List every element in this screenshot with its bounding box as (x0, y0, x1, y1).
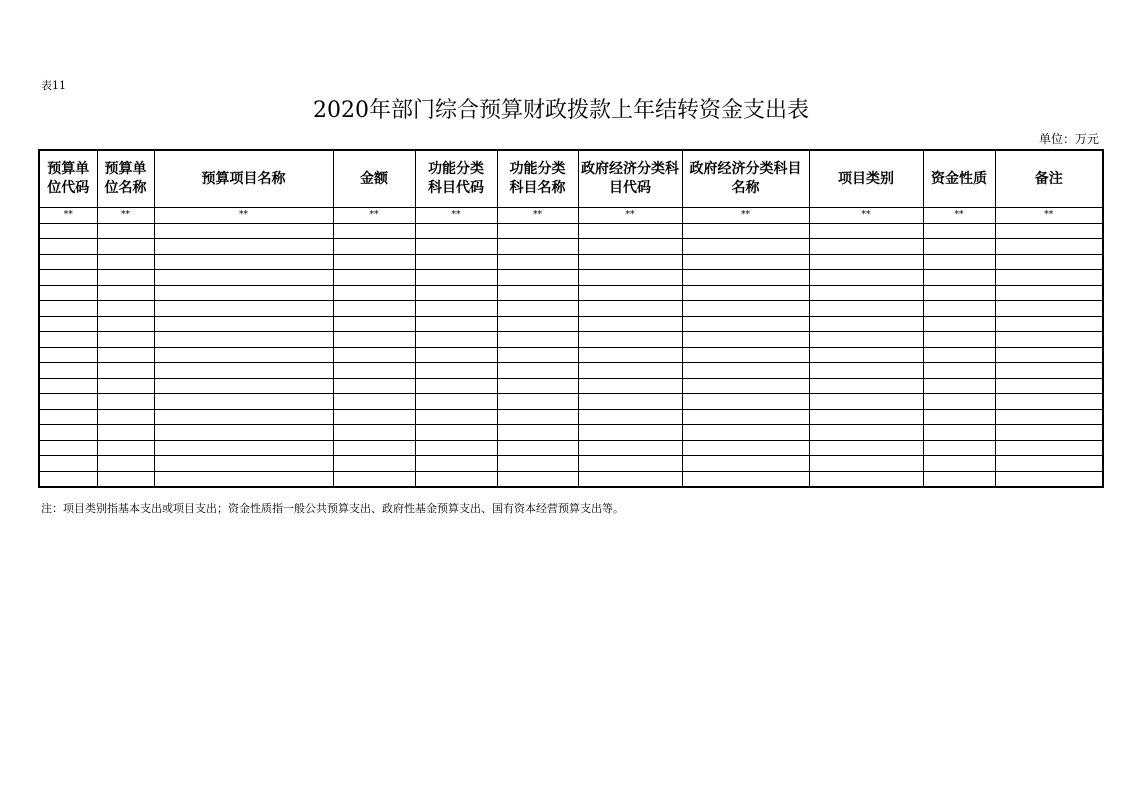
table-cell (923, 285, 995, 301)
table-cell (415, 332, 497, 348)
table-row (39, 409, 1103, 425)
table-cell (497, 347, 578, 363)
table-cell: ** (39, 208, 97, 224)
table-cell (97, 409, 154, 425)
table-cell (39, 409, 97, 425)
table-cell (97, 270, 154, 286)
table-cell (682, 332, 809, 348)
column-header: 预算单位代码 (39, 150, 97, 208)
table-cell: ** (333, 208, 415, 224)
table-row (39, 425, 1103, 441)
table-row (39, 378, 1103, 394)
table-cell (97, 301, 154, 317)
table-cell (578, 239, 682, 255)
table-cell (39, 223, 97, 239)
table-cell (682, 440, 809, 456)
column-header: 功能分类科目代码 (415, 150, 497, 208)
table-cell (39, 332, 97, 348)
table-cell (415, 440, 497, 456)
table-cell (333, 347, 415, 363)
table-cell (995, 456, 1103, 472)
table-cell: ** (809, 208, 923, 224)
table-cell (154, 471, 333, 487)
table-cell (497, 409, 578, 425)
table-cell (995, 285, 1103, 301)
table-cell: ** (497, 208, 578, 224)
table-cell (39, 316, 97, 332)
table-cell (415, 301, 497, 317)
table-cell (923, 471, 995, 487)
table-cell (578, 363, 682, 379)
table-row (39, 239, 1103, 255)
table-cell: ** (415, 208, 497, 224)
table-cell (39, 301, 97, 317)
table-cell (39, 394, 97, 410)
table-cell (995, 239, 1103, 255)
table-row (39, 285, 1103, 301)
table-cell (578, 440, 682, 456)
table-cell (578, 347, 682, 363)
table-cell (578, 378, 682, 394)
table-cell (497, 425, 578, 441)
table-cell (578, 316, 682, 332)
table-cell (154, 394, 333, 410)
table-cell (97, 254, 154, 270)
table-cell (333, 254, 415, 270)
table-cell (154, 456, 333, 472)
table-cell (578, 394, 682, 410)
table-cell (923, 425, 995, 441)
table-cell (97, 471, 154, 487)
table-cell (923, 456, 995, 472)
table-cell (809, 270, 923, 286)
table-cell (154, 409, 333, 425)
table-cell (923, 394, 995, 410)
table-cell: ** (154, 208, 333, 224)
table-cell (154, 285, 333, 301)
column-header: 功能分类科目名称 (497, 150, 578, 208)
table-cell (154, 440, 333, 456)
table-cell (333, 363, 415, 379)
table-cell (333, 409, 415, 425)
column-header: 资金性质 (923, 150, 995, 208)
unit-label: 单位：万元 (1038, 132, 1099, 146)
table-cell (809, 332, 923, 348)
column-header: 金额 (333, 150, 415, 208)
table-cell (333, 285, 415, 301)
table-cell (682, 409, 809, 425)
table-cell (497, 270, 578, 286)
table-row (39, 456, 1103, 472)
table-cell: ** (923, 208, 995, 224)
table-cell (809, 456, 923, 472)
table-cell (682, 254, 809, 270)
table-cell (809, 363, 923, 379)
column-header: 项目类别 (809, 150, 923, 208)
table-cell (995, 440, 1103, 456)
table-cell (923, 239, 995, 255)
table-row (39, 270, 1103, 286)
table-cell (923, 301, 995, 317)
table-cell (923, 378, 995, 394)
column-header: 政府经济分类科目代码 (578, 150, 682, 208)
table-cell: ** (995, 208, 1103, 224)
table-cell (497, 223, 578, 239)
table-cell (154, 347, 333, 363)
table-cell (39, 378, 97, 394)
table-cell (415, 425, 497, 441)
table-cell (97, 394, 154, 410)
table-cell (995, 471, 1103, 487)
table-cell (578, 223, 682, 239)
table-cell (923, 332, 995, 348)
table-cell (995, 347, 1103, 363)
table-cell (39, 456, 97, 472)
table-cell (97, 440, 154, 456)
table-cell (97, 456, 154, 472)
table-cell (39, 239, 97, 255)
table-cell (97, 285, 154, 301)
table-cell (333, 316, 415, 332)
table-cell (97, 332, 154, 348)
table-cell (333, 440, 415, 456)
table-cell (578, 285, 682, 301)
table-cell (809, 316, 923, 332)
table-row (39, 254, 1103, 270)
table-cell (39, 254, 97, 270)
table-cell (497, 301, 578, 317)
table-cell (39, 471, 97, 487)
table-cell (923, 316, 995, 332)
table-cell: ** (578, 208, 682, 224)
table-cell (923, 254, 995, 270)
table-cell (995, 332, 1103, 348)
table-row (39, 394, 1103, 410)
table-cell (154, 239, 333, 255)
table-row (39, 223, 1103, 239)
table-cell (995, 301, 1103, 317)
table-cell (682, 301, 809, 317)
table-cell (995, 254, 1103, 270)
table-cell (415, 316, 497, 332)
table-cell (809, 440, 923, 456)
table-cell (809, 409, 923, 425)
table-cell (97, 239, 154, 255)
table-cell (154, 270, 333, 286)
table-cell (415, 270, 497, 286)
table-cell (333, 270, 415, 286)
table-cell (415, 285, 497, 301)
table-cell (154, 363, 333, 379)
table-cell (154, 425, 333, 441)
table-cell (809, 285, 923, 301)
table-row (39, 347, 1103, 363)
table-cell (415, 456, 497, 472)
table-cell (39, 347, 97, 363)
table-cell (809, 425, 923, 441)
table-cell (154, 223, 333, 239)
table-cell (923, 270, 995, 286)
table-cell (39, 270, 97, 286)
table-cell (97, 223, 154, 239)
table-cell (995, 223, 1103, 239)
table-cell (809, 254, 923, 270)
table-cell (97, 316, 154, 332)
table-cell (995, 363, 1103, 379)
table-cell (809, 471, 923, 487)
table-cell (333, 301, 415, 317)
table-cell (923, 347, 995, 363)
table-cell (578, 332, 682, 348)
page-title: 2020年部门综合预算财政拨款上年结转资金支出表 (313, 98, 809, 123)
table-cell (333, 223, 415, 239)
table-cell (809, 378, 923, 394)
table-cell (154, 332, 333, 348)
table-cell (154, 254, 333, 270)
table-cell (497, 471, 578, 487)
table-cell (578, 254, 682, 270)
table-cell (809, 347, 923, 363)
table-cell (995, 378, 1103, 394)
table-cell (333, 425, 415, 441)
table-cell (39, 285, 97, 301)
table-cell (333, 456, 415, 472)
table-cell (415, 239, 497, 255)
table-cell (923, 440, 995, 456)
table-cell (154, 301, 333, 317)
table-cell (415, 394, 497, 410)
marker-row (39, 208, 1103, 224)
table-cell (154, 378, 333, 394)
table-cell (497, 363, 578, 379)
table-cell (578, 301, 682, 317)
table-cell (415, 223, 497, 239)
table-cell (578, 409, 682, 425)
table-cell (995, 270, 1103, 286)
table-cell (497, 254, 578, 270)
table-cell (682, 347, 809, 363)
table-cell (415, 363, 497, 379)
table-cell (682, 378, 809, 394)
table-cell (39, 363, 97, 379)
table-cell (415, 471, 497, 487)
table-cell (809, 301, 923, 317)
table-cell (97, 425, 154, 441)
column-header: 备注 (995, 150, 1103, 208)
table-cell (809, 223, 923, 239)
table-cell (578, 471, 682, 487)
table-cell (497, 239, 578, 255)
table-cell (682, 456, 809, 472)
table-cell (333, 332, 415, 348)
column-header: 预算项目名称 (154, 150, 333, 208)
column-header: 政府经济分类科目名称 (682, 150, 809, 208)
table-cell (39, 440, 97, 456)
table-cell (39, 425, 97, 441)
table-cell (682, 285, 809, 301)
table-cell (682, 223, 809, 239)
table-number: 表11 (41, 79, 66, 92)
table-row (39, 316, 1103, 332)
table-cell (682, 239, 809, 255)
table-cell (682, 316, 809, 332)
table-cell (809, 394, 923, 410)
table-row (39, 332, 1103, 348)
table-cell (995, 316, 1103, 332)
table-cell (809, 239, 923, 255)
table-cell (333, 394, 415, 410)
table-cell (995, 409, 1103, 425)
table-cell (497, 456, 578, 472)
expenditure-table (38, 149, 1104, 488)
column-header: 预算单位名称 (97, 150, 154, 208)
table-cell (97, 347, 154, 363)
table-cell (682, 394, 809, 410)
table-cell (497, 332, 578, 348)
header-row (39, 150, 1103, 208)
table-cell (578, 456, 682, 472)
table-cell (415, 254, 497, 270)
table-cell (415, 409, 497, 425)
table-cell (97, 378, 154, 394)
table-cell (682, 425, 809, 441)
table-cell (682, 363, 809, 379)
table-cell (995, 394, 1103, 410)
table-cell (578, 425, 682, 441)
table-row (39, 471, 1103, 487)
table-cell (97, 363, 154, 379)
table-cell (154, 316, 333, 332)
table-cell (497, 285, 578, 301)
table-cell (682, 270, 809, 286)
table-cell (333, 378, 415, 394)
table-row (39, 363, 1103, 379)
table-cell (497, 440, 578, 456)
table-cell (995, 425, 1103, 441)
table-cell (497, 378, 578, 394)
table-cell (333, 239, 415, 255)
table-cell: ** (97, 208, 154, 224)
table-cell (497, 394, 578, 410)
table-row (39, 440, 1103, 456)
table-cell (923, 363, 995, 379)
table-cell (415, 347, 497, 363)
table-cell (923, 223, 995, 239)
table-row (39, 301, 1103, 317)
table-cell: ** (682, 208, 809, 224)
table-cell (497, 316, 578, 332)
footnote: 注：项目类别指基本支出或项目支出；资金性质指一般公共预算支出、政府性基金预算支出、国有资本经营预算支出等。 (41, 502, 624, 515)
table-cell (682, 471, 809, 487)
table-cell (415, 378, 497, 394)
table-cell (923, 409, 995, 425)
table-cell (578, 270, 682, 286)
table-cell (333, 471, 415, 487)
